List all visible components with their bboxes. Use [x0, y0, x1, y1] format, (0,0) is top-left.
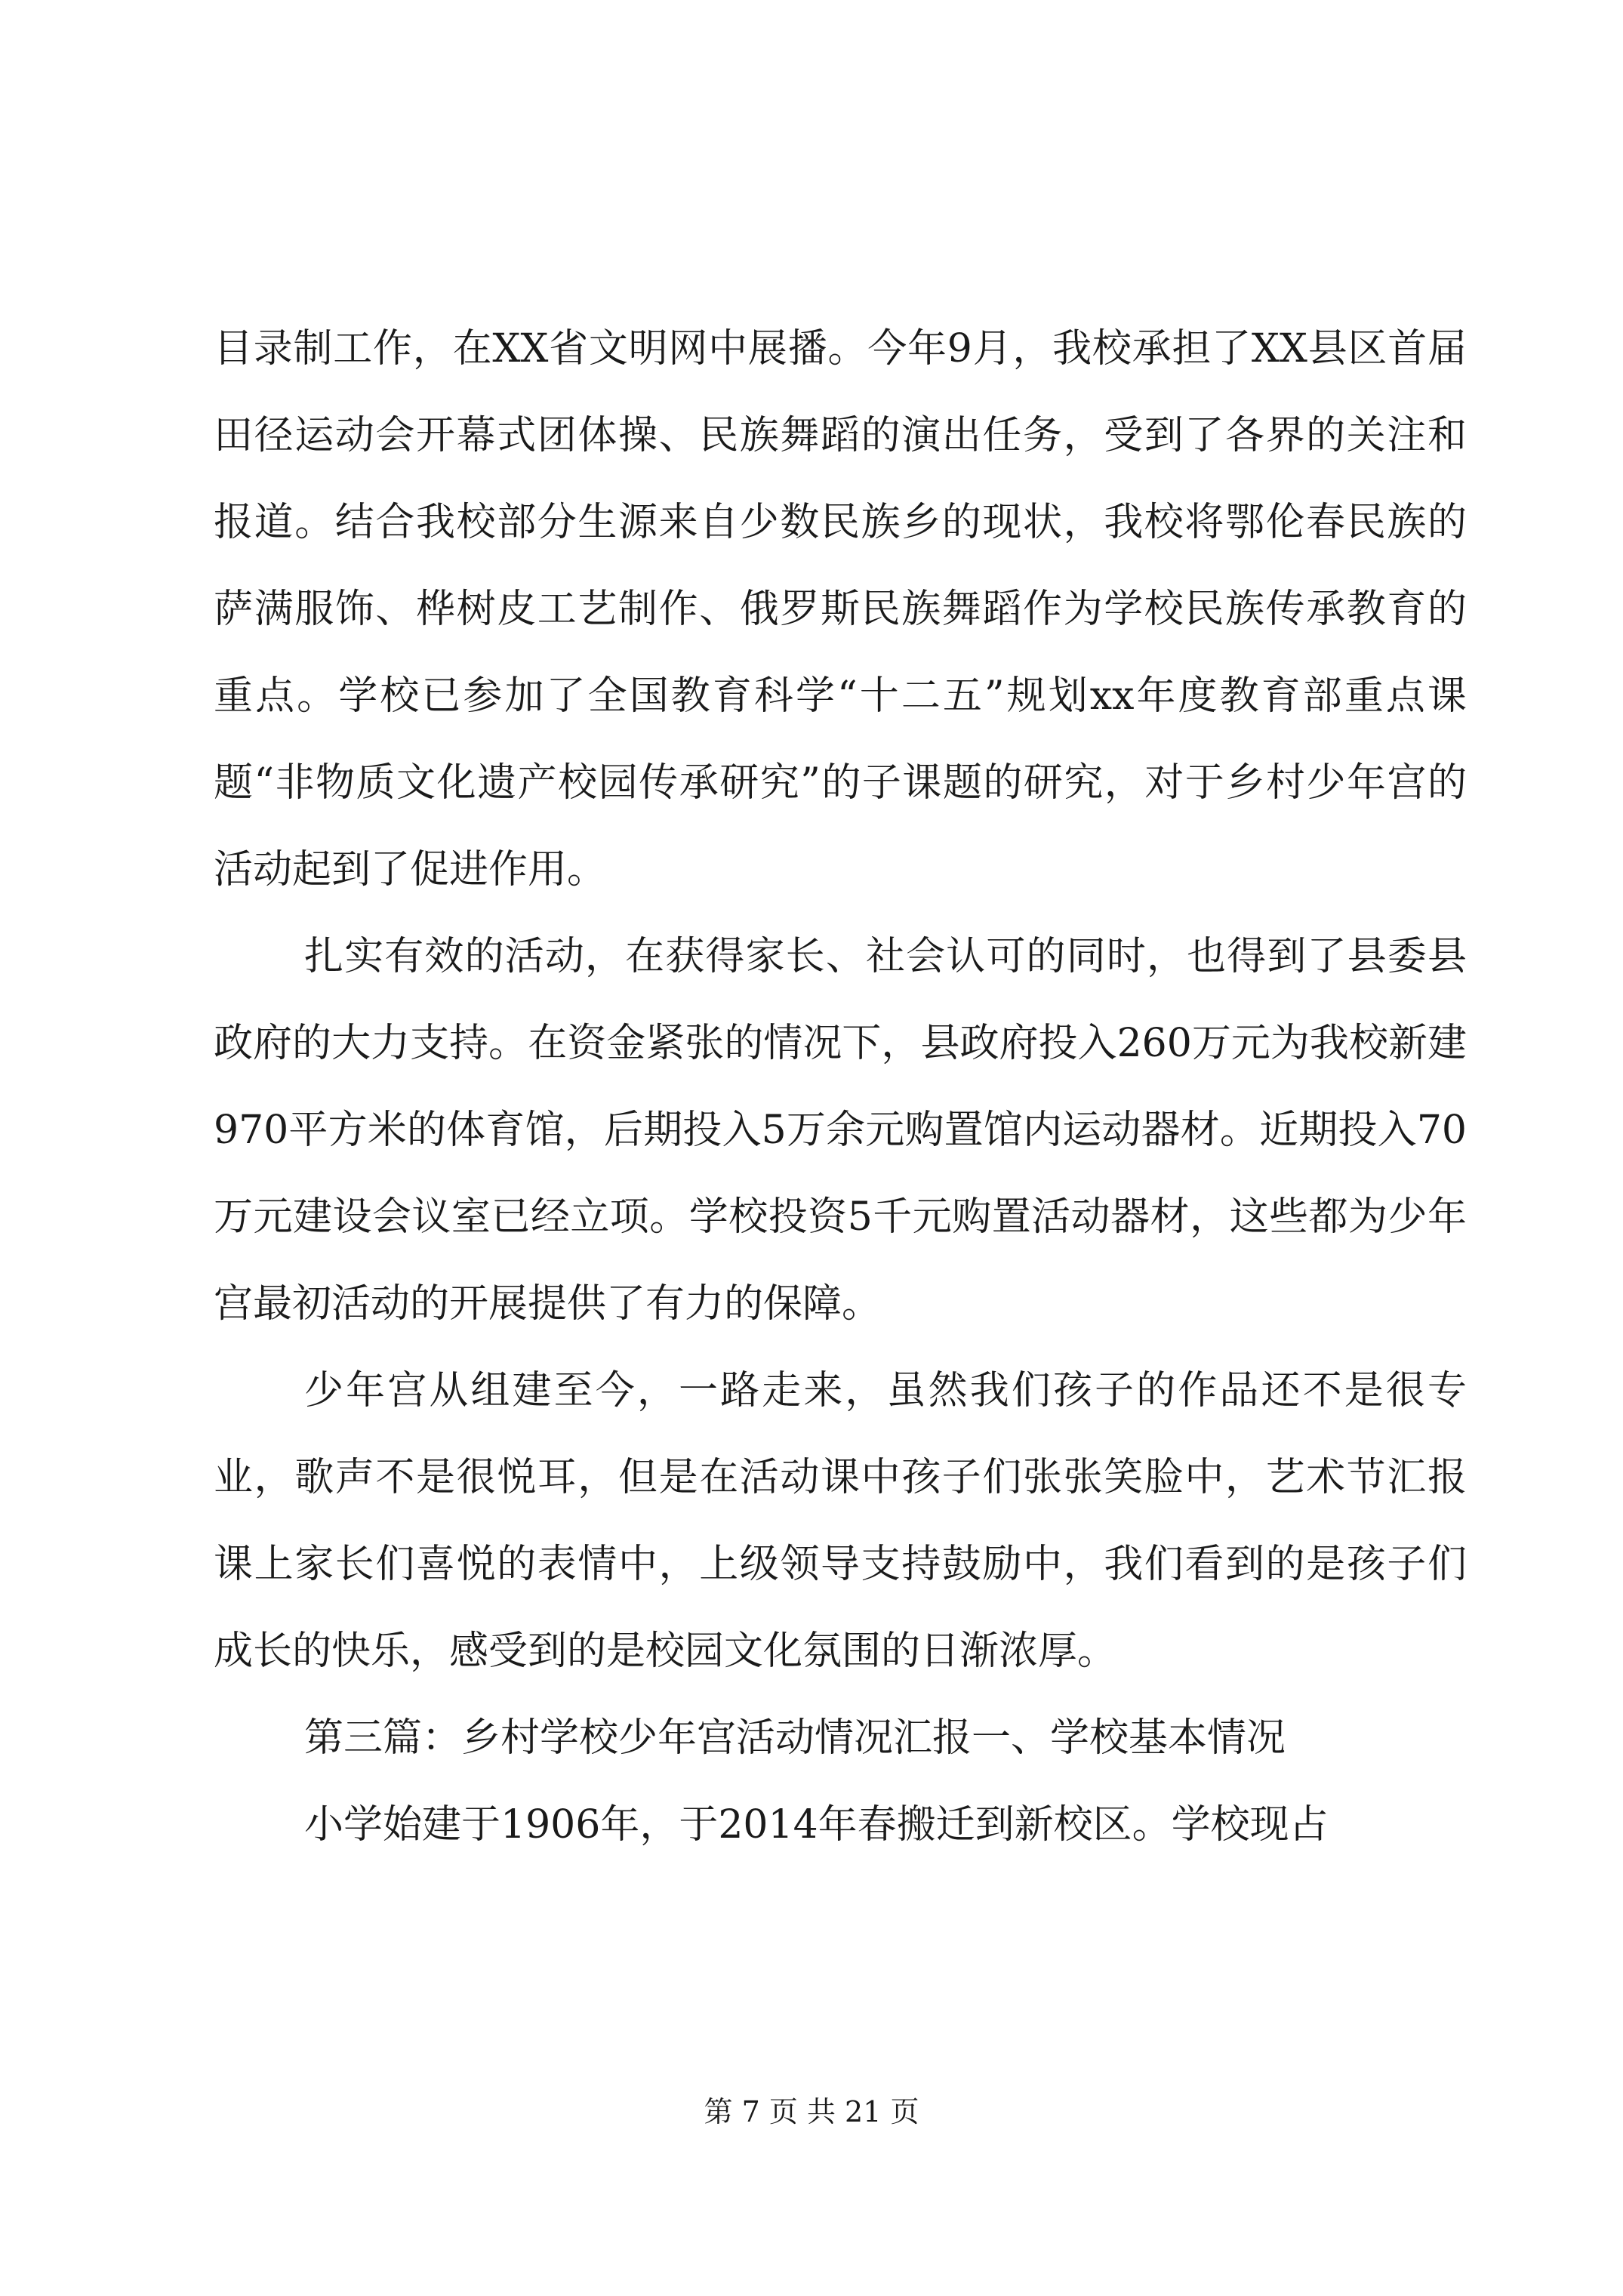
document-body: [214, 306, 1467, 1869]
paragraph-continuation: 目录制工作，在XX省文明网中展播。今年9月，我校承担了XX县区首届田径运动会开幕式团体操、民族舞蹈的演出任务，受到了各界的关注和报道。结合我校部分生源来自少数民族乡的现状，我校将鄂伦春民族的萨满服饰、桦树皮工艺制作、俄罗斯民族舞蹈作为学校民族传承教育的重点。学校已参加了全国教育科学“十二五”规划xx年度教育部重点课题“非物质文化遗产校园传承研究”的子课题的研究，对于乡村少年宫的活动起到了促进作用。: [214, 326, 1467, 892]
page-footer: [0, 2093, 1623, 2131]
paragraph-government-support: 扎实有效的活动，在获得家长、社会认可的同时，也得到了县委县政府的大力支持。在资金紧张的情况下，县政府投入260万元为我校新建970平方米的体育馆，后期投入5万余元购置馆内运动器材。近期投入70万元建设会议室已经立项。学校投资5千元购置活动器材，这些都为少年宫最初活动的开展提供了有力的保障。: [214, 934, 1467, 1327]
paragraph-school-history: 小学始建于1906年，于2014年春搬迁到新校区。学校现占: [304, 1802, 1329, 1848]
paragraph-reflection: 少年宫从组建至今，一路走来，虽然我们孩子的作品还不是很专业，歌声不是很悦耳，但是在活动课中孩子们张张笑脸中，艺术节汇报课上家长们喜悦的表情中，上级领导支持鼓励中，我们看到的是孩子们成长的快乐，感受到的是校园文化氛围的日渐浓厚。: [214, 1368, 1467, 1674]
section-heading-part-three: 第三篇：乡村学校少年宫活动情况汇报一、学校基本情况: [304, 1715, 1286, 1761]
page-number-label: 第 7 页 共 21 页: [704, 2095, 919, 2128]
